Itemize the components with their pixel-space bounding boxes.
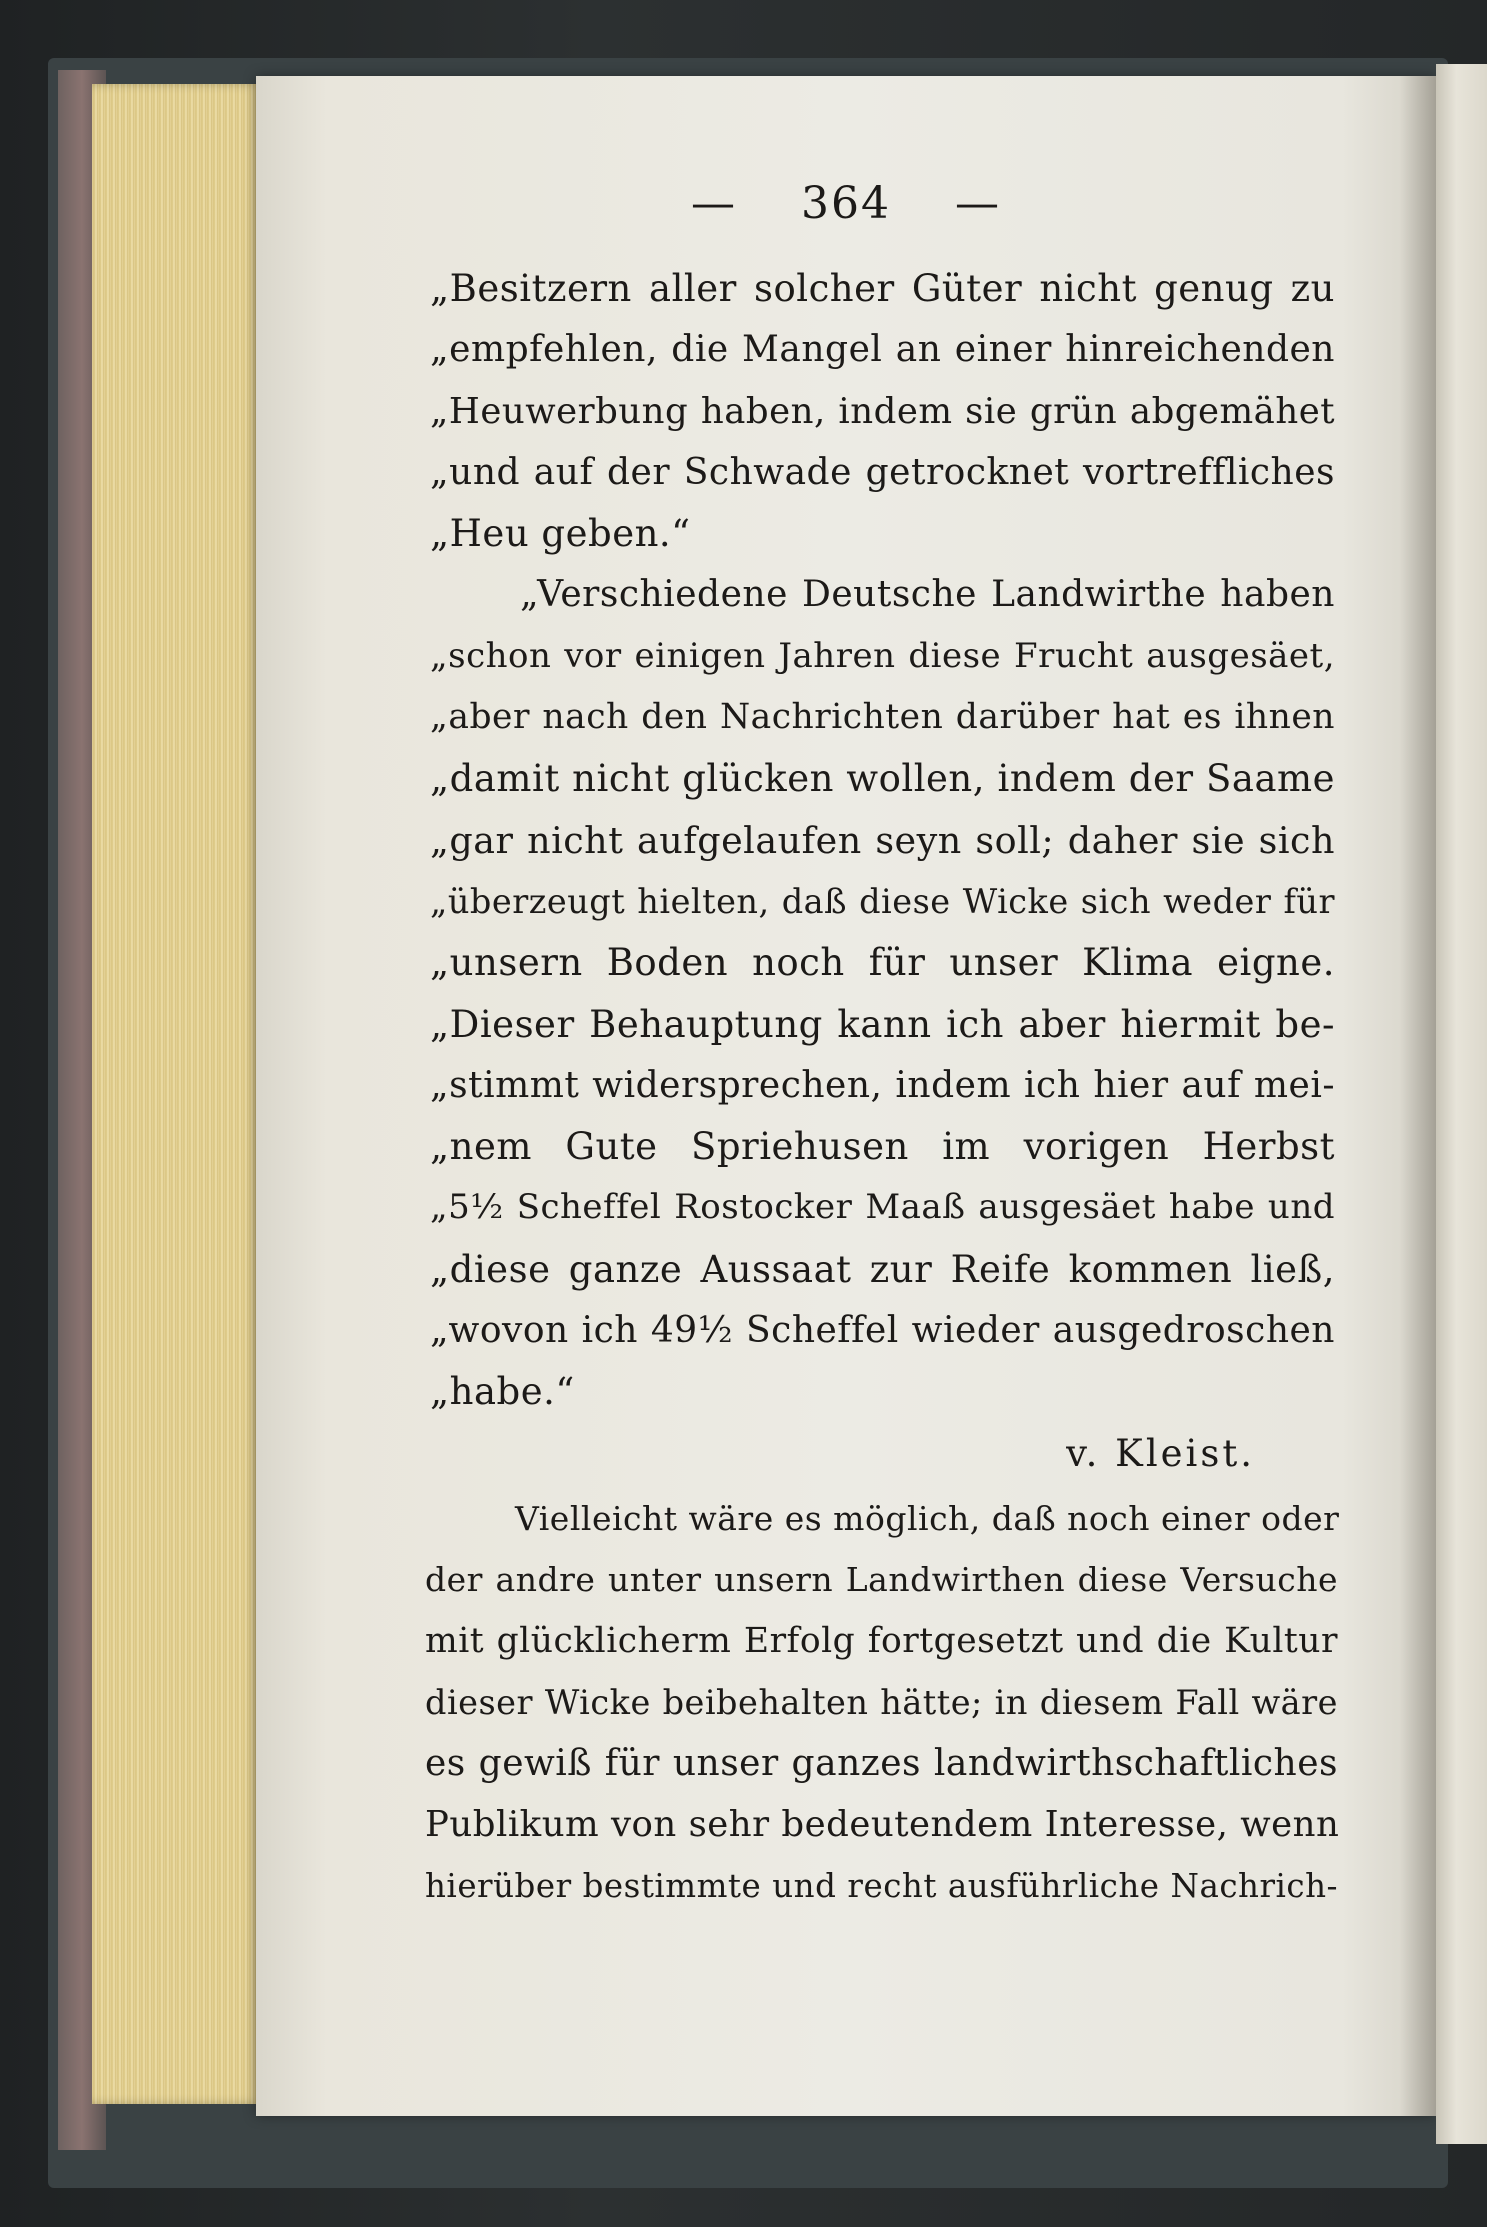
text-line: „wovon ich 49½ Scheffel wieder ausgedroschen — [430, 1310, 1335, 1352]
text-line: „schon vor einigen Jahren diese Frucht ausgesäet, — [430, 635, 1335, 676]
page-number: 364 — [801, 178, 891, 229]
text-line: hierüber bestimmte und recht ausführliche Nachrich- — [425, 1866, 1338, 1905]
text-line: „5½ Scheffel Rostocker Maaß ausgesäet habe und — [430, 1187, 1335, 1228]
text-line: „habe.“ — [430, 1370, 575, 1414]
text-line: dieser Wicke beibehalten hätte; in diesem Fall wäre — [425, 1682, 1338, 1722]
text-line: „Heu geben.“ — [430, 512, 691, 556]
facing-page-edge — [1436, 64, 1487, 2144]
header-dash-right: — — [954, 178, 1001, 229]
text-line: „und auf der Schwade getrocknet vortreffliches — [430, 451, 1335, 493]
page-header — [256, 178, 1436, 229]
text-line: „aber nach den Nachrichten darüber hat es ihnen — [430, 697, 1335, 738]
gutter-shadow — [1400, 76, 1440, 2116]
text-line: Vielleicht wäre es möglich, daß noch einer oder — [515, 1498, 1340, 1538]
text-line: „nem Gute Spriehusen im vorigen Herbst — [430, 1125, 1335, 1169]
text-line: „diese ganze Aussaat zur Reife kommen ließ, — [430, 1247, 1335, 1291]
text-line: „Verschiedene Deutsche Landwirthe haben — [520, 574, 1335, 616]
text-line: „damit nicht glücken wollen, indem der Saame — [430, 757, 1335, 801]
page-body — [425, 258, 1340, 1917]
text-line: „Heuwerbung haben, indem sie grün abgemähet — [430, 390, 1335, 432]
text-line: „stimmt widersprechen, indem ich hier auf mei- — [430, 1064, 1335, 1106]
text-line: „überzeugt hielten, daß diese Wicke sich weder für — [430, 881, 1335, 921]
text-line: mit glücklicherm Erfolg fortgesetzt und die Kultur — [425, 1620, 1338, 1661]
text-line: „Dieser Behauptung kann ich aber hiermit be- — [430, 1002, 1335, 1046]
text-line: „unsern Boden noch für unser Klima eigne. — [430, 941, 1335, 985]
text-line: „empfehlen, die Mangel an einer hinreichenden — [430, 329, 1335, 371]
signature: v. Kleist. — [1066, 1431, 1255, 1475]
header-dash-left: — — [691, 178, 738, 229]
text-line: „gar nicht aufgelaufen seyn soll; daher sie sich — [430, 818, 1335, 862]
page-edges — [92, 84, 262, 2104]
text-line: „Besitzern aller solcher Güter nicht genug zu — [430, 267, 1335, 310]
text-line: es gewiß für unser ganzes landwirthschaftliches — [425, 1743, 1338, 1785]
text-line: Publikum von sehr bedeutendem Interesse, wenn — [425, 1804, 1340, 1846]
text-line: der andre unter unsern Landwirthen diese Versuche — [425, 1560, 1338, 1600]
